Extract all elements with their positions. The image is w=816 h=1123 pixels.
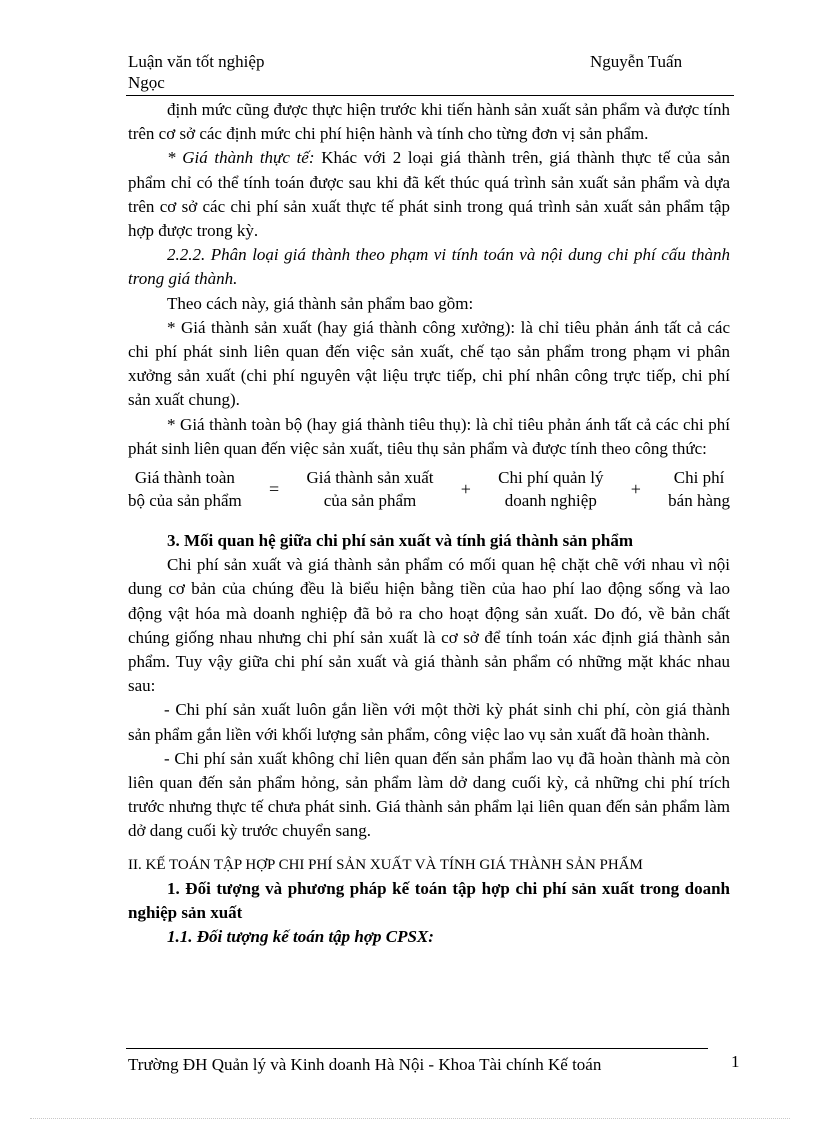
paragraph: Theo cách này, giá thành sản phẩm bao gồm: (167, 293, 474, 313)
subsection-heading: 2.2.2. Phân loại giá thành theo phạm vi tính toán và nội dung chi phí cấu thành trong giá thành. (128, 245, 730, 289)
formula-term-line: Giá thành toàn (134, 468, 235, 488)
formula-term-line: Chi phí (673, 468, 725, 488)
formula-term-production-cost (306, 466, 433, 512)
paragraph: Chi phí sản xuất và giá thành sản phẩm có mối quan hệ chặt chẽ với nhau vì nội dung cơ bản của chúng đều là biểu hiện bằng tiền của hao phí lao động sống và lao động vật hóa mà doanh nghiệp đã bỏ ra cho hoạt động sản xuất. Do đó, về bản chất chúng giống nhau nhưng chi phí sản xuất là cơ sở để tính toán xác định giá thành sản phẩm. Tuy vậy giữa chi phí sản xuất và giá thành sản phẩm có những mặt khác nhau sau: (128, 555, 730, 696)
paragraph: * Giá thành toàn bộ (hay giá thành tiêu thụ): là chỉ tiêu phản ánh tất cả các chi phí phát sinh liên quan đến việc sản xuất, tiêu thụ sản phẩm và được tính theo công thức: (128, 414, 730, 458)
formula-term-line: của sản phẩm (323, 491, 417, 511)
header-right-wrap: Ngọc (128, 73, 165, 92)
footer-rule (126, 1048, 708, 1049)
section-heading: 3. Mối quan hệ giữa chi phí sản xuất và tính giá thành sản phẩm (167, 531, 634, 551)
formula-term-line: bán hàng (668, 491, 730, 511)
term-label: * Giá thành thực tế: (167, 148, 315, 168)
chapter-heading: II. KẾ TOÁN TẬP HỢP CHI PHÍ SẢN XUẤT VÀ TÍNH GIÁ THÀNH SẢN PHẨM (128, 856, 643, 873)
formula-term-selling-cost (668, 466, 730, 512)
paragraph: định mức cũng được thực hiện trước khi tiến hành sản xuất sản phẩm và được tính trên cơ sở các định mức chi phí hiện hành và tính cho từng đơn vị sản phẩm. (128, 100, 730, 144)
formula-equals: = (269, 478, 280, 499)
subsection-heading: 1.1. Đối tượng kế toán tập hợp CPSX: (167, 927, 434, 947)
section-heading: 1. Đối tượng và phương pháp kế toán tập hợp chi phí sản xuất trong doanh nghiệp sản xuất (128, 878, 730, 923)
footer-text: Trường ĐH Quản lý và Kinh doanh Hà Nội - Khoa Tài chính Kế toán (128, 1055, 602, 1074)
paragraph-text: Khác với 2 loại giá thành trên, giá thành thực tế của sản phẩm chỉ có thể tính toán được sau khi đã kết thúc quá trình sản xuất sản phẩm và dựa trên cơ sở các chi phí sản xuất thực tế phát sinh trong quá trình sản xuất sản phẩm tập hợp được trong kỳ. (128, 148, 730, 241)
body-text (128, 98, 730, 950)
page-break-line (30, 1118, 790, 1119)
paragraph-actual-cost (128, 146, 730, 243)
formula-term-admin-cost (498, 466, 603, 512)
formula-term-line: doanh nghiệp (504, 491, 597, 511)
formula-term-line: Chi phí quản lý (498, 468, 604, 488)
page-number: 1 (731, 1052, 740, 1071)
formula-plus: + (630, 478, 641, 499)
paragraph: - Chi phí sản xuất không chỉ liên quan đến sản phẩm lao vụ đã hoàn thành mà còn liên quan đến sản phẩm hỏng, sản phẩm làm dở dang cuối kỳ, cả những chi phí trích trước nhưng thực tế chưa phát sinh. Giá thành sản phẩm lại liên quan đến sản phẩm làm dở dang cuối kỳ trước chuyển sang. (128, 748, 730, 841)
header-left: Luận văn tốt nghiệp (128, 52, 265, 71)
cost-formula (128, 465, 730, 513)
formula-term-line: Giá thành sản xuất (306, 468, 434, 488)
paragraph: - Chi phí sản xuất luôn gắn liền với một thời kỳ phát sinh chi phí, còn giá thành sản phẩm gắn liền với khối lượng sản phẩm, công việc lao vụ sản xuất đã hoàn thành. (128, 700, 730, 744)
formula-plus: + (460, 478, 471, 499)
formula-term-total-cost (128, 466, 242, 512)
header-rule (126, 95, 734, 96)
formula-term-line: bộ của sản phẩm (128, 491, 242, 511)
paragraph: * Giá thành sản xuất (hay giá thành công xưởng): là chỉ tiêu phản ánh tất cả các chi phí phát sinh liên quan đến việc sản xuất, chế tạo sản phẩm trong phạm vi phân xưởng sản xuất (chi phí nguyên vật liệu trực tiếp, chi phí nhân công trực tiếp, chi phí sản xuất chung). (128, 317, 730, 410)
header-right: Nguyễn Tuấn (590, 52, 683, 71)
